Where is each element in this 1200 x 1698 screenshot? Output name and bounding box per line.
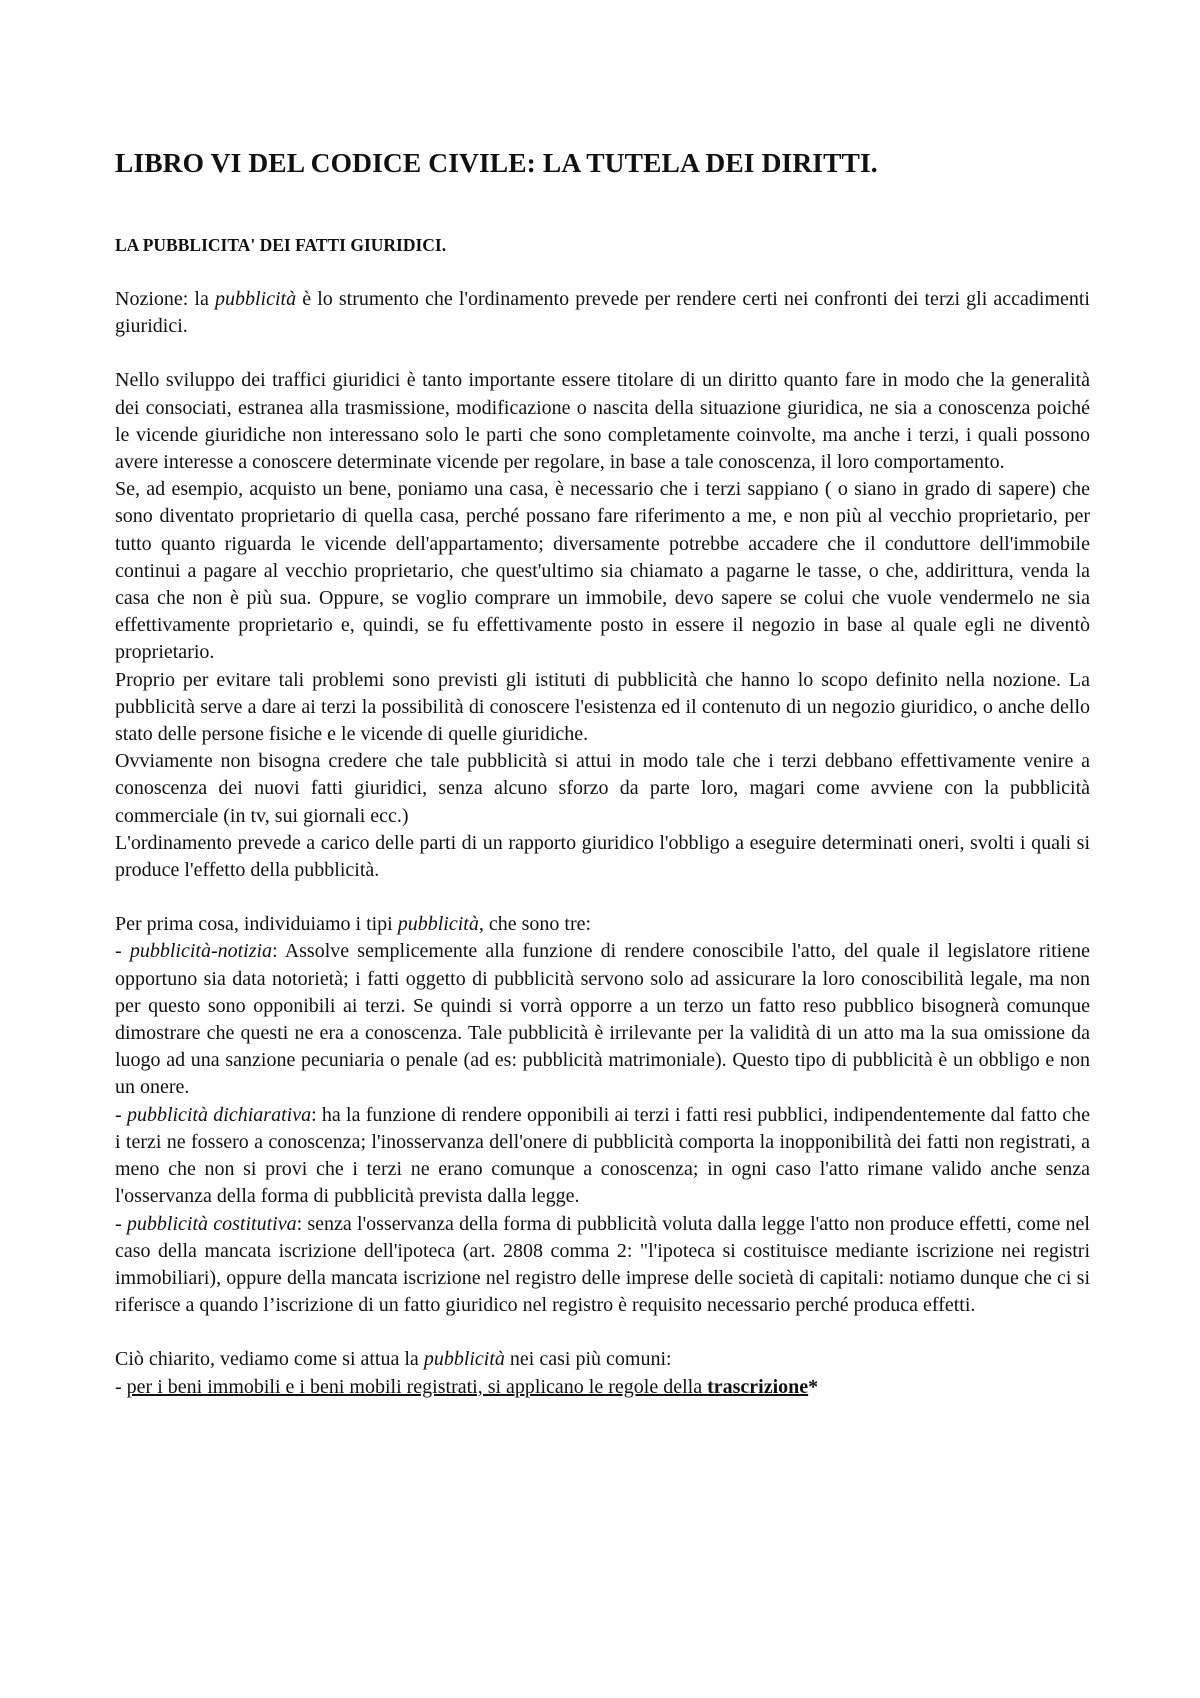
closing-intro-prefix: Ciò chiarito, vediamo come si attua la bbox=[115, 1348, 424, 1371]
type-term: pubblicità dichiarativa bbox=[126, 1103, 312, 1126]
body-paragraph: Ovviamente non bisogna credere che tale pubblicità si attui in modo tale che i terzi debbano effettivamente venire a conoscenza dei nuovi fatti giuridici, senza alcuno sforzo da parte loro, magari come avviene con la pubblicità commerciale (in tv, sui giornali ecc.) bbox=[115, 750, 1090, 827]
types-intro bbox=[115, 911, 1090, 938]
list-dash: - bbox=[115, 1103, 127, 1126]
page-title: LIBRO VI DEL CODICE CIVILE: LA TUTELA DEI DIRITTI. bbox=[115, 147, 878, 178]
type-text: : ha la funzione di rendere opponibili ai terzi i fatti resi pubblici, indipendentemente dal fatto che i terzi ne fossero a conoscenza; l'inosservanza dell'onere di pubblicità comporta la inopponibilità dei fatti non registrati, a meno che non si provi che i terzi ne erano comunque a conoscenza; in ogni caso l'atto rimane valido anche senza l'osservanza della forma di pubblicità prevista dalla legge. bbox=[115, 1103, 1090, 1208]
list-dash: - bbox=[115, 1375, 127, 1398]
closing-item-bold-term: trascrizione bbox=[707, 1375, 809, 1398]
closing-item-text: per i beni immobili e i beni mobili registrati, si applicano le regole della bbox=[126, 1375, 708, 1398]
notion-prefix: Nozione: la bbox=[115, 288, 215, 310]
document-body bbox=[115, 143, 1090, 1401]
closing-item-star: * bbox=[808, 1375, 819, 1398]
type-term: pubblicità costitutiva bbox=[126, 1212, 297, 1235]
body-paragraph: Nello sviluppo dei traffici giuridici è tanto importante essere titolare di un diritto quanto fare in modo che la generalità dei consociati, estranea alla trasmissione, modificazione o nascita della situazione giuridica, ne sia a conoscenza poiché le vicende giuridiche non interessano solo le parti che sono completamente coinvolte, ma anche i terzi, i quali possono avere interesse a conoscere determinate vicende per regolare, in base a tale conoscenza, il loro comportamento. bbox=[115, 369, 1090, 474]
type-item-notizia bbox=[115, 938, 1090, 1101]
types-intro-prefix: Per prima cosa, individuiamo i tipi bbox=[115, 913, 398, 936]
closing-intro bbox=[115, 1346, 1090, 1373]
closing-intro-suffix: nei casi più comuni: bbox=[504, 1348, 672, 1371]
type-term: pubblicità-notizia bbox=[129, 940, 273, 963]
notion-term: pubblicità bbox=[214, 288, 297, 310]
body-paragraph: Se, ad esempio, acquisto un bene, poniamo una casa, è necessario che i terzi sappiano ( o siano in grado di sapere) che sono diventato proprietario di quella casa, perché possano fare riferimento a me, e non più al vecchio proprietario, per tutto quanto riguarda le vicende dell'appartamento; diversamente potrebbe accadere che il conduttore dell'immobile continui a pagare al vecchio proprietario, che quest'ultimo sia chiamato a pagarne le tasse, o che, addirittura, venda la casa che non è più sua. Oppure, se voglio comprare un immobile, devo sapere se colui che vuole vendermelo ne sia effettivamente proprietario e, quindi, se fu effettivamente posto in essere il negozio in base al quale egli ne diventò proprietario. bbox=[115, 478, 1090, 664]
type-item-costitutiva bbox=[115, 1211, 1090, 1320]
closing-item-underlined bbox=[127, 1376, 808, 1398]
closing-intro-term: pubblicità bbox=[423, 1348, 505, 1371]
notion-paragraph bbox=[115, 286, 1090, 340]
body-paragraph: L'ordinamento prevede a carico delle parti di un rapporto giuridico l'obbligo a eseguire determinati oneri, svolti i quali si produce l'effetto della pubblicità. bbox=[115, 831, 1090, 882]
body-paragraph: Proprio per evitare tali problemi sono previsti gli istituti di pubblicità che hanno lo scopo definito nella nozione. La pubblicità serve a dare ai terzi la possibilità di conoscere l'esistenza ed il contenuto di un negozio giuridico, o anche dello stato delle persone fisiche e le vicende di quelle giuridiche. bbox=[115, 668, 1090, 746]
list-dash: - bbox=[115, 1212, 127, 1235]
types-intro-term: pubblicità bbox=[397, 913, 479, 936]
type-text: : senza l'osservanza della forma di pubblicità voluta dalla legge l'atto non produce effetti, come nel caso della mancata iscrizione dell'ipoteca (art. 2808 comma 2: "l'ipoteca si costituisce mediante iscrizione nei registri immobiliari), oppure della mancata iscrizione nel registro delle imprese delle società di capitali: notiamo dunque che ci si riferisce a quando l’iscrizione di un fatto giuridico nel registro è requisito necessario perché produca effetti. bbox=[115, 1212, 1090, 1317]
type-text: : Assolve semplicemente alla funzione di rendere conoscibile l'atto, del quale il legislatore ritiene opportuno sia data notorietà; i fatti oggetto di pubblicità servono solo ad assicurare la loro conoscibilità legale, ma non per questo sono opponibili ai terzi. Se quindi si vorrà opporre a un terzo un fatto reso pubblico bisognerà comunque dimostrare che questi ne era a conoscenza. Tale pubblicità è irrilevante per la validità di un atto ma la sua omissione da luogo ad una sanzione pecuniaria o penale (ad es: pubblicità matrimoniale). Questo tipo di pubblicità è un obbligo e non un onere. bbox=[115, 940, 1090, 1099]
type-item-dichiarativa bbox=[115, 1102, 1090, 1211]
types-intro-suffix: , che sono tre: bbox=[478, 913, 592, 936]
section-heading: LA PUBBLICITA' DEI FATTI GIURIDICI. bbox=[115, 235, 447, 255]
closing-item bbox=[115, 1374, 1090, 1401]
list-dash: - bbox=[115, 940, 130, 963]
notion-rest: è lo strumento che l'ordinamento prevede per rendere certi nei confronti dei terzi gli accadimenti giuridici. bbox=[115, 288, 1090, 338]
